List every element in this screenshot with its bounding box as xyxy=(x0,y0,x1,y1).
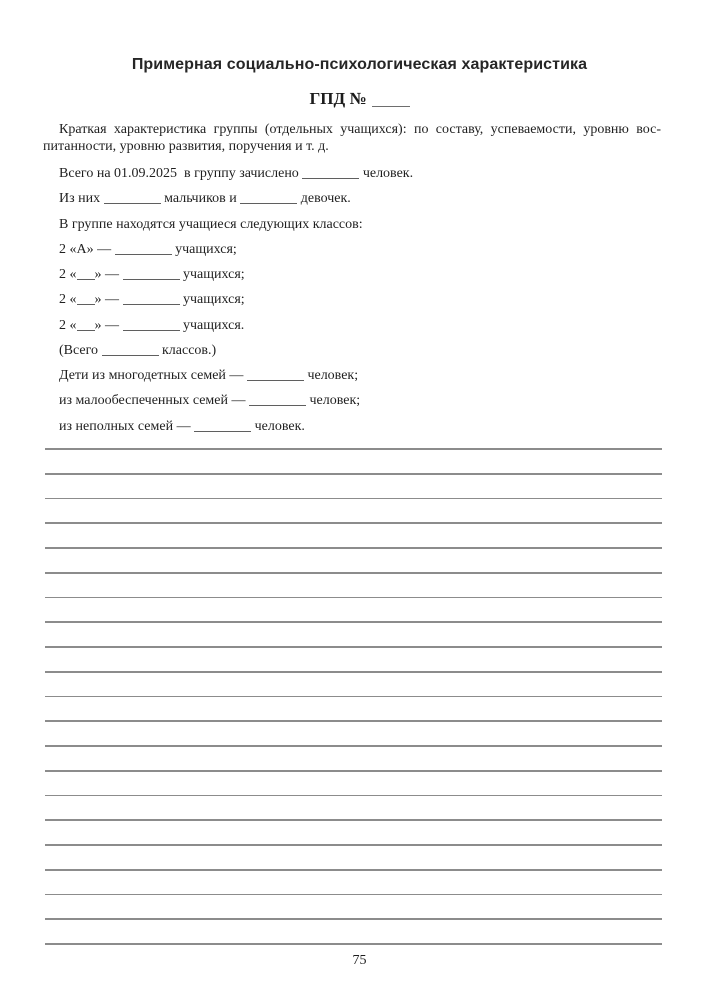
form-row-text: мальчиков и xyxy=(160,191,241,207)
fill-in-blank xyxy=(123,267,180,280)
form-row-boys-girls xyxy=(43,191,673,216)
ruled-line xyxy=(45,671,662,673)
form-row-text: учащихся; xyxy=(171,241,237,257)
ruled-line xyxy=(45,547,662,549)
ruled-line xyxy=(45,498,662,500)
intro-paragraph-line-2: питанности, уровню развития, поручения и т. д. xyxy=(43,139,329,154)
intro-paragraph-line-1: Краткая характеристика группы (отдельных учащихся): по составу, успеваемости, уровню вос- xyxy=(59,122,661,137)
fill-in-blank xyxy=(194,419,251,432)
ruled-line xyxy=(45,844,662,846)
form-row-text: Дети из многодетных семей — xyxy=(59,368,247,383)
form-row-low-income-families xyxy=(43,393,673,418)
form-rows xyxy=(43,166,673,444)
fill-in-blank xyxy=(240,191,297,204)
form-row-classes-intro xyxy=(43,217,673,242)
form-row-text: В группе находятся учащиеся следующих классов: xyxy=(59,216,363,232)
ruled-line xyxy=(45,894,662,896)
ruled-line xyxy=(45,869,662,871)
ruled-line xyxy=(45,448,662,450)
page-title: Примерная социально-психологическая характеристика xyxy=(131,56,588,73)
fill-in-blank xyxy=(247,368,304,381)
form-row-class-2-blank-3 xyxy=(43,318,673,343)
form-row-text: 2 « xyxy=(59,292,77,308)
ruled-line xyxy=(45,943,662,945)
form-row-text: человек; xyxy=(306,393,361,409)
fill-in-blank xyxy=(115,242,172,255)
form-row-text: учащихся. xyxy=(179,317,245,333)
form-row-text: Всего на 01.09.2025 в группу зачислено xyxy=(59,166,303,181)
gpd-heading xyxy=(0,89,719,109)
form-row-text: 2 «А» — xyxy=(59,241,115,257)
ruled-line xyxy=(45,621,662,623)
ruled-line xyxy=(45,819,662,821)
form-row-text: классов.) xyxy=(158,342,217,358)
ruled-line xyxy=(45,770,662,772)
form-row-text: » — xyxy=(94,292,123,308)
form-row-total-enrolled xyxy=(43,166,673,191)
form-row-total-classes xyxy=(43,343,673,368)
ruled-writing-area xyxy=(45,448,662,948)
form-row-text: человек. xyxy=(251,418,305,434)
ruled-line xyxy=(45,473,662,475)
fill-in-blank xyxy=(77,292,95,305)
form-row-text: человек. xyxy=(359,166,414,181)
ruled-line xyxy=(45,745,662,747)
form-row-class-2-blank-2 xyxy=(43,292,673,317)
fill-in-blank xyxy=(249,393,306,406)
ruled-line xyxy=(45,795,662,797)
gpd-label: ГПД № xyxy=(309,89,367,108)
fill-in-blank xyxy=(123,318,180,331)
fill-in-blank xyxy=(104,191,161,204)
page-number: 75 xyxy=(352,953,367,968)
ruled-line xyxy=(45,572,662,574)
fill-in-blank xyxy=(123,292,180,305)
ruled-line xyxy=(45,918,662,920)
form-row-text: » — xyxy=(94,317,123,333)
form-row-text: (Всего xyxy=(59,342,102,358)
fill-in-blank xyxy=(102,343,159,356)
ruled-line xyxy=(45,597,662,599)
form-row-text: девочек. xyxy=(297,191,351,207)
fill-in-blank xyxy=(77,267,95,280)
form-row-text: » — xyxy=(94,267,123,282)
form-row-text: Из них xyxy=(59,191,104,207)
fill-in-blank xyxy=(302,166,359,179)
form-row-text: из малообеспеченных семей — xyxy=(59,393,249,409)
form-row-text: учащихся; xyxy=(179,267,245,282)
ruled-line xyxy=(45,696,662,698)
form-row-text: человек; xyxy=(303,368,359,383)
ruled-line xyxy=(45,646,662,648)
form-row-large-families xyxy=(43,368,673,393)
form-row-text: из неполных семей — xyxy=(59,418,195,434)
gpd-number-blank xyxy=(372,92,410,107)
form-row-text: учащихся; xyxy=(179,292,245,308)
form-row-class-2-blank-1 xyxy=(43,267,673,292)
form-row-text: 2 « xyxy=(59,267,77,282)
form-row-text: 2 « xyxy=(59,317,77,333)
ruled-line xyxy=(45,522,662,524)
form-row-class-2a xyxy=(43,242,673,267)
fill-in-blank xyxy=(77,318,95,331)
ruled-line xyxy=(45,720,662,722)
form-row-single-parent-families xyxy=(43,419,673,444)
